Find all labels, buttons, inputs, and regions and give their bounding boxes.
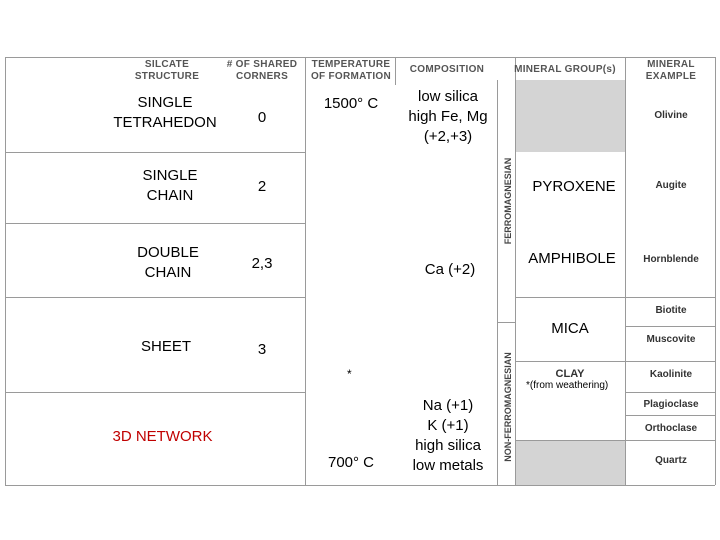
row-divider <box>625 415 715 416</box>
header-temperature: TEMPERATURE OF FORMATION <box>310 59 392 82</box>
composition-middle: Ca (+2) <box>424 261 476 278</box>
corners-single-chain: 2 <box>257 178 267 195</box>
example-kaolinite: Kaolinite <box>649 369 693 380</box>
header-mineral-example: MINERAL EXAMPLE <box>645 59 697 82</box>
non-ferromagnesian-label: NON-FERROMAGNESIAN <box>503 352 513 462</box>
structure-single-tetrahedron: SINGLE TETRAHEDON <box>113 94 217 131</box>
corners-single-tetrahedron: 0 <box>257 109 267 126</box>
row-divider <box>497 322 515 323</box>
row-divider <box>5 297 305 298</box>
structure-single-chain: SINGLE CHAIN <box>142 167 198 204</box>
corners-sheet: 3 <box>257 341 267 358</box>
example-muscovite: Muscovite <box>646 334 696 345</box>
quartz-group-shade <box>516 441 625 485</box>
top-border <box>5 57 715 58</box>
group-mica: MICA <box>551 320 589 337</box>
row-divider <box>515 361 715 362</box>
temperature-high: 1500° C <box>323 95 379 112</box>
row-divider <box>625 392 715 393</box>
divider <box>305 57 306 485</box>
divider <box>625 57 626 485</box>
weathering-note: *(from weathering) <box>526 380 609 391</box>
temperature-asterisk: * <box>347 367 352 381</box>
composition-bottom: Na (+1) K (+1) high silica low metals <box>412 397 484 474</box>
example-biotite: Biotite <box>655 305 687 316</box>
example-plagioclase: Plagioclase <box>643 399 699 410</box>
structure-sheet: SHEET <box>140 338 191 355</box>
structure-3d-network: 3D NETWORK <box>112 428 213 445</box>
bottom-border <box>5 485 715 486</box>
composition-top: low silica high Fe, Mg (+2,+3) <box>408 88 488 145</box>
group-amphibole: AMPHIBOLE <box>528 250 616 267</box>
example-hornblende: Hornblende <box>643 254 699 265</box>
example-orthoclase: Orthoclase <box>644 423 698 434</box>
left-border <box>5 57 6 485</box>
temperature-low: 700° C <box>327 454 375 471</box>
row-divider <box>5 152 305 153</box>
header-structure: SILCATE STRUCTURE <box>134 59 200 82</box>
group-pyroxene: PYROXENE <box>532 178 616 195</box>
olivine-group-shade <box>516 80 625 152</box>
example-augite: Augite <box>655 180 687 191</box>
structure-double-chain: DOUBLE CHAIN <box>137 244 199 281</box>
example-quartz: Quartz <box>655 455 687 466</box>
header-mineral-group: MINERAL GROUP(s) <box>514 64 616 75</box>
row-divider <box>515 297 715 298</box>
corners-double-chain: 2,3 <box>251 255 273 272</box>
header-composition: COMPOSITION <box>409 64 485 75</box>
right-border <box>715 57 716 485</box>
row-divider <box>5 392 305 393</box>
row-divider <box>5 223 305 224</box>
group-clay: CLAY <box>555 368 585 380</box>
header-corners: # OF SHARED CORNERS <box>226 59 298 82</box>
row-divider <box>625 326 715 327</box>
example-olivine: Olivine <box>654 110 688 121</box>
ferromagnesian-label: FERROMAGNESIAN <box>503 157 513 245</box>
